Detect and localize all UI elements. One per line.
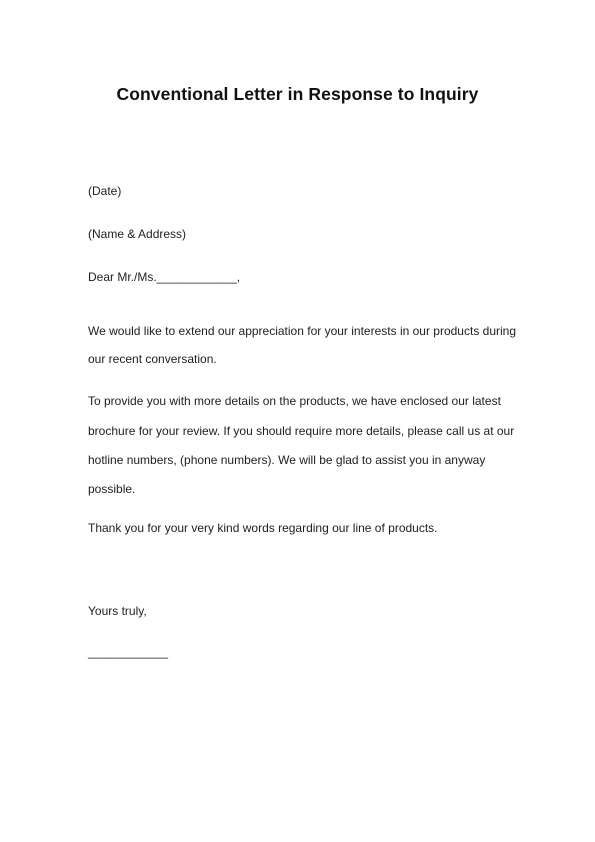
paragraph-1-line-1: We would like to extend our appreciation for your interests in our products during (88, 324, 517, 338)
closing: Yours truly, (88, 604, 147, 618)
paragraph-2-line-4: possible. (88, 482, 136, 496)
paragraph-1-line-2: our recent conversation. (88, 352, 217, 366)
paragraph-2-line-1: To provide you with more details on the products, we have enclosed our latest (88, 394, 501, 408)
paragraph-2-line-3: hotline numbers, (phone numbers). We will be glad to assist you in anyway (88, 453, 486, 467)
salutation: Dear Mr./Ms.____________, (88, 270, 241, 284)
page-title: Conventional Letter in Response to Inquiry (116, 84, 479, 104)
date-placeholder: (Date) (88, 184, 122, 198)
recipient-placeholder: (Name & Address) (88, 227, 187, 241)
signature-line: ____________ (88, 645, 169, 659)
paragraph-3: Thank you for your very kind words regarding our line of products. (88, 521, 438, 535)
paragraph-2-line-2: brochure for your review. If you should require more details, please call us at our (88, 424, 515, 438)
